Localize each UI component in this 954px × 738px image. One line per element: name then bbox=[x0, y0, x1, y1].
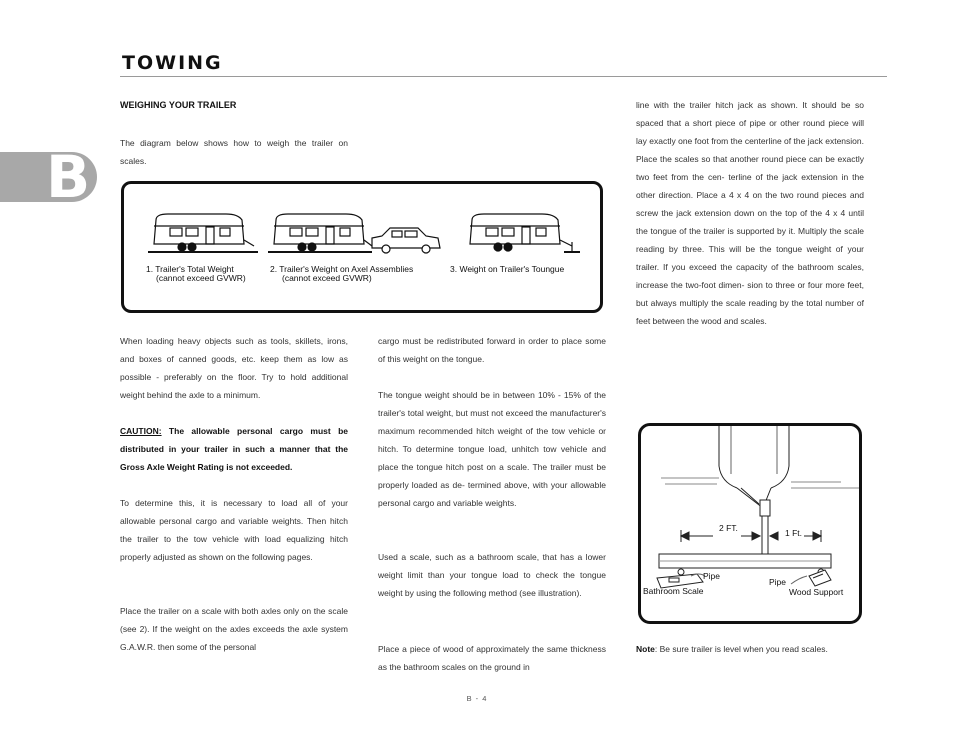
loading-paragraph: When loading heavy objects such as tools, skillets, irons, and boxes of canned goods, etc. keep them as low as possible - preferably on the floor. Try to hold additional weight behind the axle to a minimum. bbox=[120, 336, 348, 400]
trailer-3 bbox=[470, 214, 580, 252]
header-divider bbox=[120, 76, 887, 77]
note-text: : Be sure trailer is level when you read scales. bbox=[654, 644, 828, 654]
caution-text: The allowable personal cargo must be distributed in your trailer in such a manner that the Gross Axle Weight Rating is not exceeded. bbox=[120, 426, 348, 472]
page-title: TOWING bbox=[122, 52, 223, 74]
dimension-1ft-label: 1 Ft. bbox=[785, 528, 803, 538]
diagram-label-1-line1: 1. Trailer's Total Weight bbox=[146, 264, 234, 274]
jack-method-paragraph: line with the trailer hitch jack as shown. It should be so spaced that a short piece of pipe or other round piece will lay exactly one foot from the centerline of the jack extension. Place the scales so that another round piece can be exactly two feet from the cen- terline of the jack extension in the other direction. Place a 4 x 4 on the two round pieces and screw the jack extension down on the top of the 4 x 4 until the tongue of the trailer is supported by it. Multiply the scale reading by three. This will be the tongue weight of your trailer. If you exceed the capacity of the bathroom scales, increase the two-foot dimen- sion to three or four more feet, but always multiply the scale reading by the total number of feet between the wood and scales. bbox=[636, 100, 864, 326]
pipe-right-label: Pipe bbox=[769, 577, 787, 587]
dimension-2ft-label: 2 FT. bbox=[719, 523, 738, 533]
caution-label: CAUTION: bbox=[120, 426, 162, 436]
diagram-label-1-line2: (cannot exceed GVWR) bbox=[156, 273, 246, 283]
tow-vehicle bbox=[372, 228, 440, 253]
redistribute-paragraph: cargo must be redistributed forward in order to place some of this weight on the tongue. bbox=[378, 336, 606, 364]
trailer-weighing-illustration bbox=[124, 184, 600, 310]
section-tab bbox=[0, 143, 97, 211]
diagram-label-2-line1: 2. Trailer's Weight on Axel Assemblies bbox=[270, 264, 414, 274]
wood-placement-paragraph: Place a piece of wood of approximately the same thickness as the bathroom scales on the ground in bbox=[378, 644, 606, 672]
bathroom-scale-paragraph: Used a scale, such as a bathroom scale, that has a lower weight limit than your tongue load to check the tongue weight by using the following method (see illustration). bbox=[378, 552, 606, 598]
bathroom-scale-label: Bathroom Scale bbox=[643, 586, 704, 596]
diagram-label-2-line2: (cannot exceed GVWR) bbox=[282, 273, 372, 283]
weighing-diagram bbox=[121, 181, 603, 313]
note-label: Note bbox=[636, 644, 655, 654]
trailer-1 bbox=[148, 214, 258, 252]
caution-paragraph bbox=[120, 422, 348, 476]
page-number: B - 4 bbox=[466, 694, 488, 703]
intro-paragraph: The diagram below shows how to weigh the trailer on scales. bbox=[120, 138, 348, 166]
tongue-scale-illustration bbox=[638, 423, 862, 624]
section-tab-letter: B bbox=[46, 143, 91, 211]
note-paragraph bbox=[636, 640, 864, 658]
trailer-2 bbox=[268, 214, 372, 252]
tongue-weight-paragraph: The tongue weight should be in between 10% - 15% of the trailer's total weight, but must not exceed the manufacturer's maximum recommended hitch weight of the tow vehicle or hitch. To determine tongue load, unhitch tow vehicle and place the tongue hitch post on a scale. The trailer must be properly loaded as de- termined above, with your allowable personal cargo and variable weights. bbox=[378, 390, 606, 508]
scale-axles-paragraph: Place the trailer on a scale with both axles only on the scale (see 2). If the weight on the axles exceeds the axle system G.A.W.R. then some of the personal bbox=[120, 606, 348, 652]
section-heading: WEIGHING YOUR TRAILER bbox=[120, 100, 237, 110]
pipe-left-label: Pipe bbox=[703, 571, 721, 581]
diagram-label-3: 3. Weight on Trailer's Toungue bbox=[450, 264, 565, 274]
wood-support-label: Wood Support bbox=[789, 587, 844, 597]
determine-paragraph: To determine this, it is necessary to load all of your allowable personal cargo and variable weights. Then hitch the trailer to the tow vehicle with load equalizing hitch properly adjusted as shown on the following pages. bbox=[120, 498, 348, 562]
